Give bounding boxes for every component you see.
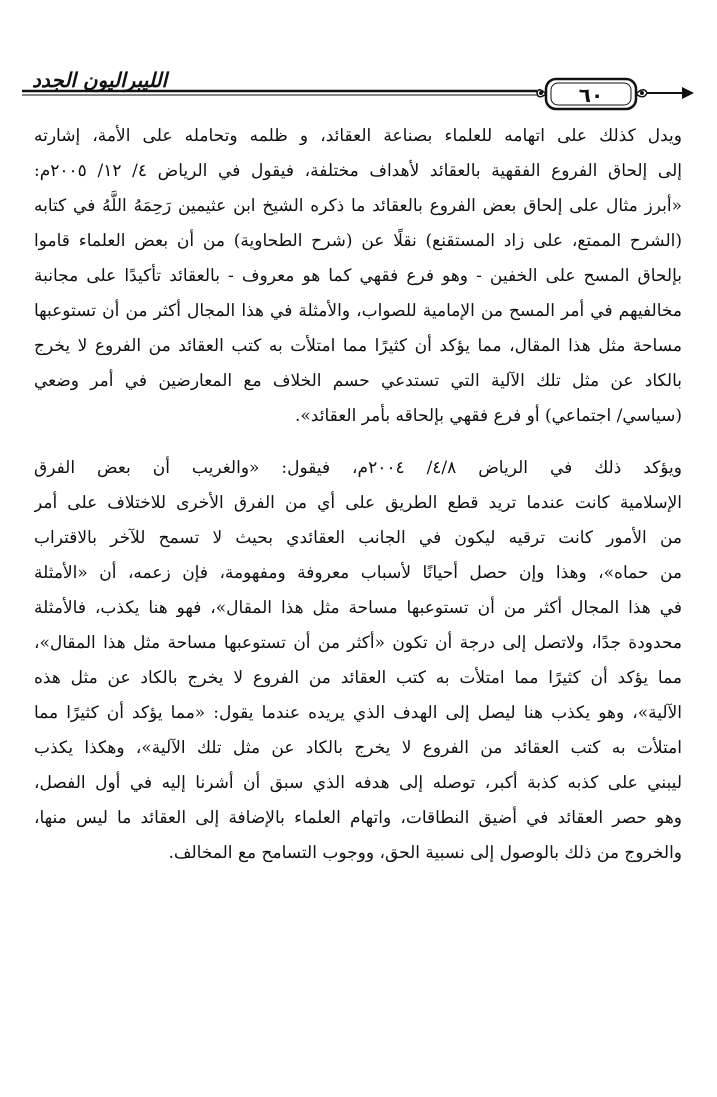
page-body: [34, 119, 682, 871]
page-number: ٦٠: [578, 83, 604, 107]
text-line: الآلية»، وهو يكذب هنا ليصل إلى الهدف الذي يريده عندما يقول: «مما يؤكد أن كثيرًا مما: [34, 703, 682, 723]
paragraph-2: [34, 451, 682, 871]
running-title: الليبراليون الجدد: [32, 68, 168, 92]
text-line: «أبرز مثال على إلحاق بعض الفروع بالعقائد ما ذكره الشيخ ابن عثيمين رَحِمَهُ اللَّهُ في كتابه: [34, 196, 682, 216]
text-line: في هذا المجال أكثر من أن تستوعبها مساحة مثل هذا المقال»، فهو هنا يكذب، فالأمثلة: [34, 598, 682, 618]
text-line: مساحة مثل هذا المقال، مما يؤكد أن كثيرًا مما امتلأت به كتب العقائد من الفروع لا يخرج: [34, 336, 682, 356]
text-line: وهو حصر العقائد في أضيق النطاقات، واتهام العلماء بالإضافة إلى العقائد ما ليس منها،: [34, 808, 682, 828]
text-line: بإلحاق المسح على الخفين - وهو فرع فقهي كما هو معروف - بالعقائد تأكيدًا على مجانبة: [34, 266, 682, 286]
text-line: بالكاد عن مثل تلك الآلية التي تستدعي حسم الخلاف مع المعارضين في أمر وضعي: [34, 371, 682, 391]
text-line: (الشرح الممتع، على زاد المستقنع) نقلًا عن (شرح الطحاوية) من أن بعض العلماء قاموا: [34, 231, 682, 251]
text-line: من حماه»، وهذا وإن حصل أحيانًا لأسباب معروفة ومفهومة، فإن زعمه، أن «الأمثلة: [34, 563, 682, 583]
text-line: إلى إلحاق الفروع الفقهية بالعقائد لأهداف مختلفة، فيقول في الرياض ٤/ ١٢/ ٢٠٠٥م:: [34, 161, 682, 181]
text-line: (سياسي/ اجتماعي) أو فرع فقهي بإلحاقه بأمر العقائد».: [294, 406, 682, 426]
page-header: [22, 60, 694, 122]
text-line: ويؤكد ذلك في الرياض ٤/٨/ ٢٠٠٤م، فيقول: «والغريب أن بعض الفرق: [34, 458, 682, 478]
text-line: مما يؤكد أن كثيرًا مما امتلأت به كتب العقائد من الفروع لا يخرج بالكاد عن مثل هذه: [34, 668, 682, 688]
text-line: والخروج من ذلك بالوصول إلى نسبية الحق، ووجوب التسامح مع المخالف.: [168, 843, 682, 863]
text-line: امتلأت به كتب العقائد من الفروع لا يخرج بالكاد عن مثل تلك الآلية»، وهكذا يكذب: [34, 738, 682, 758]
text-line: محدودة جدًا، ولاتصل إلى درجة أن تكون «أكثر من أن تستوعبها مساحة مثل هذا المقال»،: [34, 633, 682, 653]
text-line: من الأمور كانت ترقيه ليكون في الجانب العقائدي بحيث لا تسمح للآخر بالاقتراب: [34, 528, 682, 548]
text-line: ليبني على كذبه كذبة أكبر، توصله إلى هدفه الذي سبق أن أشرنا إليه في أول الفصل،: [34, 773, 682, 793]
text-line: مخالفيهم في أمر المسح من الإمامية للصواب، والأمثلة في هذا المجال أكثر من أن تستوعبها: [34, 301, 682, 321]
paragraph-1: [34, 119, 682, 434]
text-line: الإسلامية كانت عندما تريد قطع الطريق على أي من الفرق الأخرى للاختلاف على أمر: [34, 493, 682, 513]
text-line: ويدل كذلك على اتهامه للعلماء بصناعة العقائد، و ظلمه وتحامله على الأمة، إشارته: [34, 126, 682, 146]
